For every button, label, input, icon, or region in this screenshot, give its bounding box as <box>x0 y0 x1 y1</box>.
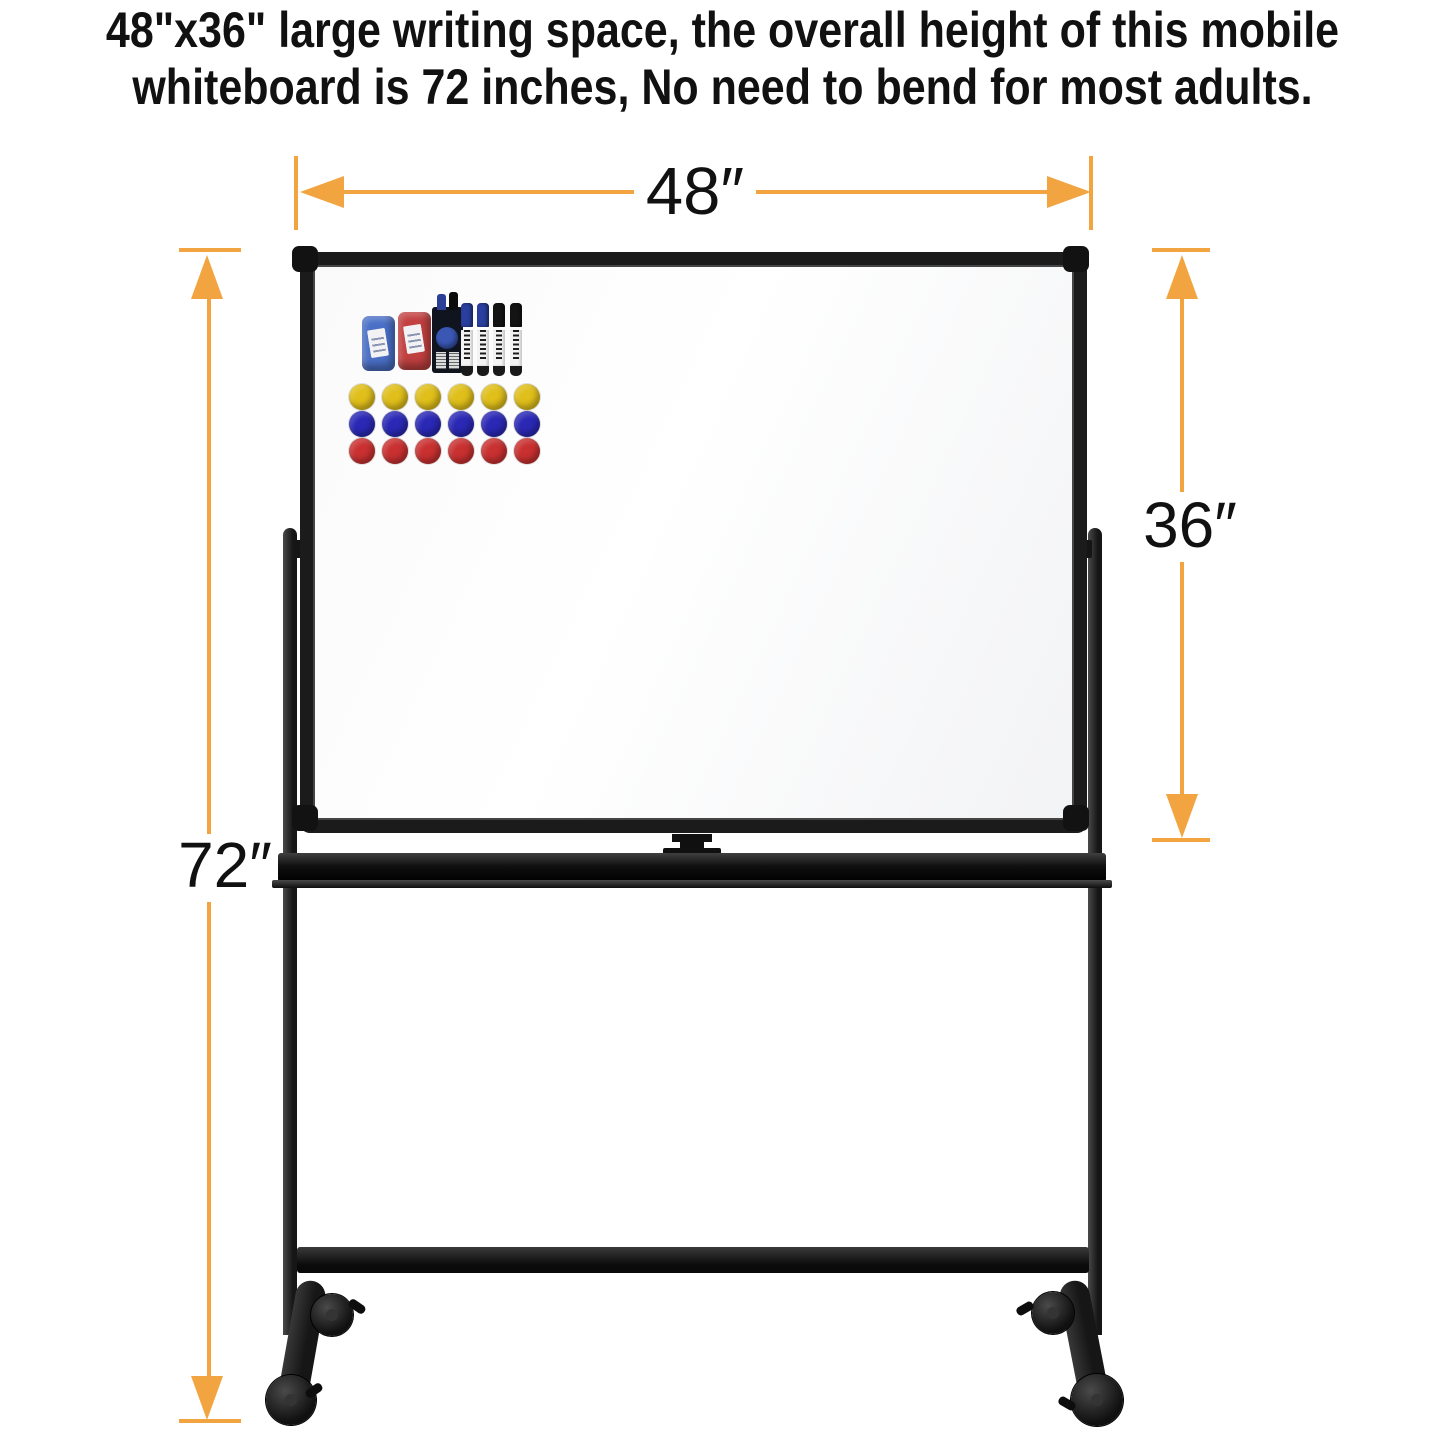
dry-erase-marker <box>510 303 522 373</box>
dry-erase-marker <box>477 303 489 373</box>
caster-wheel <box>266 1375 316 1425</box>
case-barcode-label <box>436 352 446 369</box>
marker-end <box>477 366 489 376</box>
board-height-label: 36″ <box>1143 489 1237 561</box>
board-corner-cap <box>1063 805 1089 831</box>
width-arrowhead-right-icon <box>1047 176 1091 208</box>
width-label: 48″ <box>645 154 745 229</box>
blue-magnet <box>448 411 474 437</box>
yellow-magnet <box>448 384 474 410</box>
case-barcode-label <box>449 352 459 369</box>
headline <box>0 2 1445 116</box>
yellow-magnet <box>382 384 408 410</box>
width-line-right <box>756 190 1050 194</box>
case-marker-cap <box>449 292 458 310</box>
caster-wheel <box>1071 1374 1123 1426</box>
case-circle <box>436 327 458 349</box>
red-magnet <box>448 438 474 464</box>
overall-height-tick-top <box>179 248 241 252</box>
marker-body <box>493 330 505 366</box>
blue-magnet <box>514 411 540 437</box>
eraser-label <box>403 324 425 354</box>
left-post <box>283 528 297 1335</box>
marker-tray <box>278 853 1106 882</box>
marker-cap <box>493 303 505 327</box>
marker-end <box>461 366 473 376</box>
headline-line-2: whiteboard is 72 inches, No need to bend for most adults. <box>132 59 1313 115</box>
red-magnet <box>481 438 507 464</box>
width-tick-left <box>294 156 298 230</box>
marker-print <box>513 330 519 360</box>
overall-height-label: 72″ <box>178 829 272 901</box>
caster-wheel <box>311 1294 353 1336</box>
marker-cap <box>461 303 473 327</box>
overall-height-tick-bottom <box>179 1419 241 1423</box>
marker-print <box>496 330 502 360</box>
board-corner-cap <box>292 246 318 272</box>
overall-height-line-top <box>207 294 211 834</box>
yellow-magnet <box>415 384 441 410</box>
width-tick-right <box>1089 156 1093 230</box>
blue-magnet <box>382 411 408 437</box>
marker-body <box>510 330 522 366</box>
marker-body <box>461 330 473 366</box>
marker-cap <box>510 303 522 327</box>
board-corner-cap <box>1063 246 1089 272</box>
board-height-arrowhead-up-icon <box>1166 255 1198 299</box>
yellow-magnet <box>481 384 507 410</box>
red-eraser <box>398 312 431 370</box>
red-magnet <box>382 438 408 464</box>
blue-magnet <box>415 411 441 437</box>
board-height-arrowhead-down-icon <box>1166 794 1198 838</box>
magnet-grid <box>349 384 540 464</box>
red-magnet <box>349 438 375 464</box>
board-height-line-top <box>1180 294 1184 492</box>
blue-magnet <box>481 411 507 437</box>
overall-height-line-bottom <box>207 902 211 1380</box>
blue-eraser <box>362 316 395 371</box>
marker-tray-lip <box>272 880 1112 888</box>
marker-end <box>493 366 505 376</box>
board-height-tick-top <box>1152 248 1210 252</box>
red-magnet <box>415 438 441 464</box>
lower-crossbar <box>297 1247 1089 1273</box>
red-magnet <box>514 438 540 464</box>
marker-case <box>432 307 463 373</box>
overall-height-arrowhead-up-icon <box>191 255 223 299</box>
yellow-magnet <box>514 384 540 410</box>
dry-erase-marker <box>461 303 473 373</box>
case-marker-cap <box>437 294 446 310</box>
board-height-line-bottom <box>1180 562 1184 798</box>
caster-wheel <box>1032 1292 1074 1334</box>
marker-body <box>477 330 489 366</box>
marker-end <box>510 366 522 376</box>
marker-cap <box>477 303 489 327</box>
marker-print <box>464 330 470 360</box>
board-height-tick-bottom <box>1152 838 1210 842</box>
headline-line-1: 48"x36" large writing space, the overall height of this mobile <box>105 2 1340 58</box>
yellow-magnet <box>349 384 375 410</box>
width-line-left <box>338 190 634 194</box>
overall-height-arrowhead-down-icon <box>191 1376 223 1420</box>
marker-print <box>480 330 486 360</box>
blue-magnet <box>349 411 375 437</box>
dry-erase-marker <box>493 303 505 373</box>
right-post <box>1088 528 1102 1335</box>
eraser-label <box>367 328 389 358</box>
